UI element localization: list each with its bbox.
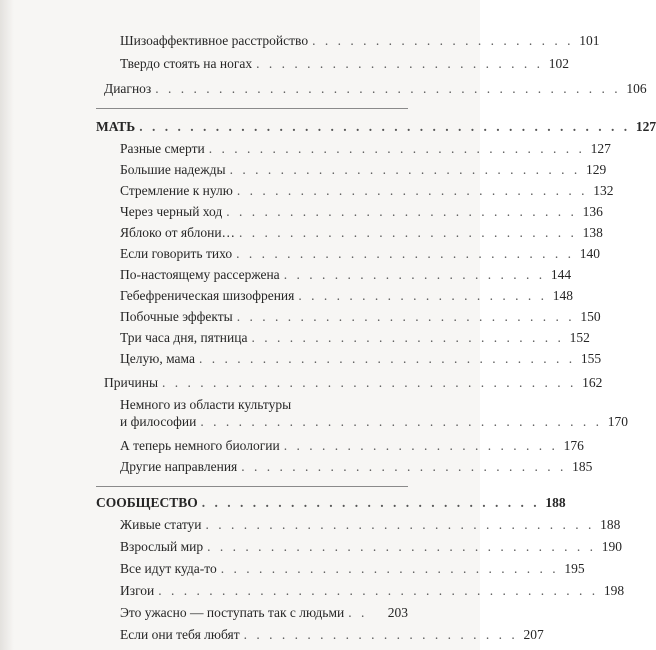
toc-entry-page: 148 (552, 288, 573, 303)
toc-entry-page: 155 (580, 351, 602, 366)
leader-dots: . . . . . . . . . . . . . . . . . . . . . . . . . . . (220, 561, 559, 576)
toc-entry (120, 458, 593, 475)
toc-entry-page: 140 (579, 246, 600, 261)
toc-entry-page: 101 (579, 33, 600, 48)
toc-entry-page: 207 (523, 627, 544, 642)
toc-entry (120, 516, 621, 533)
leader-dots: . . . . . . . . . . . . . . . . . . . . . . . . . . . (201, 495, 540, 510)
leader-dots: . . . . . . . . . . . . . . . . . . . . . . . . . . . . . . . . . . . . . (155, 81, 621, 96)
toc-entry-title: Причины (104, 375, 159, 390)
toc-entry-culture (120, 396, 628, 430)
toc-entry (120, 329, 590, 346)
toc-section-community (96, 494, 566, 511)
leader-dots: . . . . . . . . . . . . . . . . . . . . . . . . . . . . . . (208, 141, 585, 156)
toc-entry-title: Через черный ход (120, 204, 223, 219)
toc-entry-page: 106 (626, 81, 647, 96)
toc-entry-page: 129 (585, 162, 607, 177)
leader-dots: . . . . . . . . . . . . . . . . . . . . . . . . . . . . . . . . . . . (158, 583, 599, 598)
toc-entry-page: 170 (607, 414, 628, 429)
section-heading: МАТЬ (96, 119, 136, 134)
toc-entry (120, 32, 600, 49)
toc-entry (120, 287, 573, 304)
toc-entry-diagnosis (104, 80, 647, 97)
toc-entry-title: Изгои (120, 583, 155, 598)
toc-entry-title: Если они тебя любят (120, 627, 240, 642)
toc-section-mother (96, 118, 656, 135)
toc-entry (120, 308, 601, 325)
leader-dots: . . . . . . . . . . . . . . . . . . . . . . (243, 627, 518, 642)
leader-dots: . . . . . . . . . . . . . . . . . . . . . . . . . . . (236, 246, 574, 261)
toc-entry-title: Побочные эффекты (120, 309, 233, 324)
toc-entry-title: Шизоаффективное расстройство (120, 33, 309, 48)
toc-entry-title: Твердо стоять на ногах (120, 56, 253, 71)
toc-entry (120, 203, 603, 220)
toc-entry-title: Это ужасно — поступать так с людьми (120, 605, 345, 620)
leader-dots: . . . . . . . . . . . . . . . . . . . . . . . . . . . . . . . . . (162, 375, 577, 390)
toc-entry-page: 198 (603, 583, 625, 598)
toc-entry (120, 560, 585, 577)
toc-entry-title: Стремление к нулю (120, 183, 233, 198)
toc-entry-title: Взрослый мир (120, 539, 204, 554)
leader-dots: . . . . . . . . . . . . . . . . . . . . . . . . . . . . . . . . (200, 414, 602, 429)
toc-entry (120, 582, 625, 599)
leader-dots: . . . . . . . . . . . . . . . . . . . . . . . . . . . . . . . (207, 539, 596, 554)
toc-entry-title: Другие направления (120, 459, 238, 474)
toc-entry (120, 161, 607, 178)
toc-entry-title: Яблоко от яблони… (120, 225, 236, 240)
leader-dots: . . . . . . . . . . . . . . . . . . . . . . . . . (251, 330, 564, 345)
toc-entry (120, 437, 584, 454)
toc-entry (120, 350, 602, 367)
toc-entry-title: Большие надежды (120, 162, 226, 177)
toc-entry-page: 176 (563, 438, 584, 453)
toc-entry-title: Диагноз (104, 81, 152, 96)
toc-entry-page: 102 (548, 56, 569, 71)
toc-entry (120, 626, 544, 643)
toc-entry-page: 195 (564, 561, 585, 576)
toc-entry-title: Если говорить тихо (120, 246, 233, 261)
toc-entry-title: По-настоящему рассержена (120, 267, 280, 282)
toc-entry (120, 182, 614, 199)
leader-dots: . . (348, 605, 368, 620)
section-heading: СООБЩЕСТВО (96, 495, 198, 510)
leader-dots: . . . . . . . . . . . . . . . . . . . . . . . (256, 56, 543, 71)
toc-entry-page: 185 (572, 459, 593, 474)
toc-entry-title: Живые статуи (120, 517, 202, 532)
toc-entry-title: Разные смерти (120, 141, 205, 156)
leader-dots: . . . . . . . . . . . . . . . . . . . . . . . . . . . . (226, 204, 577, 219)
toc-entry-causes (104, 374, 603, 391)
toc-entry (120, 55, 569, 72)
toc-entry-page: 144 (550, 267, 572, 282)
toc-entry-title: Все идут куда-то (120, 561, 217, 576)
toc-entry-page: 127 (590, 141, 611, 156)
leader-dots: . . . . . . . . . . . . . . . . . . . . . (312, 33, 574, 48)
toc-entry-page: 152 (569, 330, 590, 345)
toc-entry-line2 (120, 413, 628, 430)
toc-entry (120, 538, 622, 555)
toc-entry-page: 150 (580, 309, 601, 324)
toc-entry-page: 136 (582, 204, 603, 219)
toc-entry-title: А теперь немного биологии (120, 438, 280, 453)
leader-dots: . . . . . . . . . . . . . . . . . . . . (298, 288, 547, 303)
toc-entry-page: 138 (582, 225, 603, 240)
toc-entry-page: 188 (600, 517, 621, 532)
leader-dots: . . . . . . . . . . . . . . . . . . . . . . . . . . . . (229, 162, 581, 177)
toc-entry (120, 224, 603, 241)
section-page: 188 (545, 495, 566, 510)
leader-dots: . . . . . . . . . . . . . . . . . . . . . . . . . . (241, 459, 567, 474)
toc-entry (120, 140, 611, 157)
section-divider (96, 486, 408, 487)
toc-entry-page: 203 (387, 605, 408, 620)
toc-entry-title-line2: и философии (120, 414, 197, 429)
toc-entry (120, 266, 572, 283)
toc-entry-page: 132 (593, 183, 614, 198)
page-gutter-shadow (0, 0, 14, 650)
toc-entry (120, 604, 408, 621)
toc-entry-title: Гебефреническая шизофрения (120, 288, 295, 303)
section-divider (96, 108, 408, 109)
leader-dots: . . . . . . . . . . . . . . . . . . . . . . . . . . . . (236, 183, 588, 198)
toc-entry-title-line1: Немного из области культуры (120, 397, 292, 412)
leader-dots: . . . . . . . . . . . . . . . . . . . . . . . . . . . . . . (198, 351, 576, 366)
leader-dots: . . . . . . . . . . . . . . . . . . . . . . . . . . . (236, 309, 575, 324)
toc-entry-page: 190 (601, 539, 622, 554)
leader-dots: . . . . . . . . . . . . . . . . . . . . . . (283, 438, 558, 453)
leader-dots: . . . . . . . . . . . . . . . . . . . . . (283, 267, 546, 282)
leader-dots: . . . . . . . . . . . . . . . . . . . . . . . . . . . (239, 225, 577, 240)
toc-entry-title: Три часа дня, пятница (120, 330, 248, 345)
toc-entry-title: Целую, мама (120, 351, 195, 366)
leader-dots: . . . . . . . . . . . . . . . . . . . . . . . . . . . . . . . . . . . . . . . (139, 119, 631, 134)
toc-entry (120, 245, 600, 262)
leader-dots: . . . . . . . . . . . . . . . . . . . . . . . . . . . . . . . (205, 517, 595, 532)
section-page: 127 (635, 119, 656, 134)
toc-entry-page: 162 (582, 375, 603, 390)
